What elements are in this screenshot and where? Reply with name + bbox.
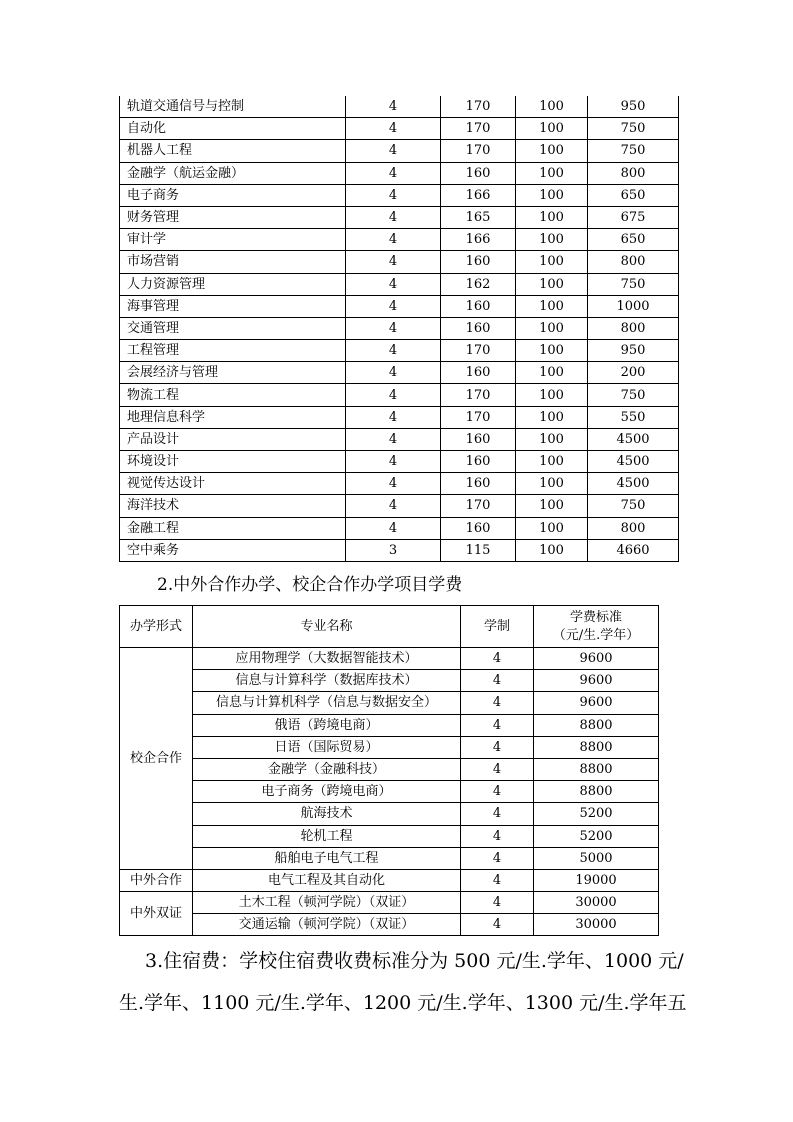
fee-cell: 650 xyxy=(588,229,679,251)
paragraph-accommodation-line1: 3.住宿费：学校住宿费收费标准分为 500 元/生.学年、1000 元/ xyxy=(145,950,684,972)
credits-cell: 160 xyxy=(441,251,516,273)
table-row xyxy=(120,892,659,914)
value-cell: 100 xyxy=(516,317,588,339)
value-cell: 100 xyxy=(516,362,588,384)
credits-cell: 166 xyxy=(441,184,516,206)
years-cell: 4 xyxy=(346,273,441,295)
fee-cell: 800 xyxy=(588,517,679,539)
major-name-cell: 环境设计 xyxy=(120,451,346,473)
years-cell: 3 xyxy=(346,539,441,561)
fee-cell: 750 xyxy=(588,273,679,295)
table-row xyxy=(120,670,659,692)
value-cell: 100 xyxy=(516,295,588,317)
major-name-cell: 航海技术 xyxy=(193,803,461,825)
table-header-row xyxy=(120,606,659,648)
major-name-cell: 交通管理 xyxy=(120,317,346,339)
major-name-cell: 财务管理 xyxy=(120,206,346,228)
credits-cell: 115 xyxy=(441,539,516,561)
credits-cell: 170 xyxy=(441,384,516,406)
value-cell: 100 xyxy=(516,162,588,184)
header-fee xyxy=(534,606,659,648)
table-row xyxy=(120,384,679,406)
credits-cell: 160 xyxy=(441,451,516,473)
years-cell: 4 xyxy=(346,140,441,162)
fee-cell: 1000 xyxy=(588,295,679,317)
fee-cell: 4660 xyxy=(588,539,679,561)
years-cell: 4 xyxy=(346,295,441,317)
major-name-cell: 船舶电子电气工程 xyxy=(193,847,461,869)
years-cell: 4 xyxy=(461,692,534,714)
header-fee-line2: （元/生.学年） xyxy=(552,627,640,643)
major-name-cell: 土木工程（顿河学院）（双证） xyxy=(193,892,461,914)
major-name-cell: 金融学（金融科技） xyxy=(193,758,461,780)
major-name-cell: 应用物理学（大数据智能技术） xyxy=(193,648,461,670)
value-cell: 100 xyxy=(516,184,588,206)
major-name-cell: 海洋技术 xyxy=(120,495,346,517)
major-name-cell: 自动化 xyxy=(120,118,346,140)
table-row xyxy=(120,495,679,517)
table-row xyxy=(120,714,659,736)
years-cell: 4 xyxy=(346,340,441,362)
years-cell: 4 xyxy=(346,317,441,339)
major-name-cell: 机器人工程 xyxy=(120,140,346,162)
years-cell: 4 xyxy=(346,118,441,140)
table-row xyxy=(120,273,679,295)
credits-cell: 170 xyxy=(441,495,516,517)
fee-cell: 5000 xyxy=(534,847,659,869)
value-cell: 100 xyxy=(516,473,588,495)
major-name-cell: 轨道交通信号与控制 xyxy=(120,96,346,118)
major-name-cell: 交通运输（顿河学院）（双证） xyxy=(193,914,461,936)
table-row xyxy=(120,229,679,251)
value-cell: 100 xyxy=(516,495,588,517)
value-cell: 100 xyxy=(516,428,588,450)
value-cell: 100 xyxy=(516,229,588,251)
years-cell: 4 xyxy=(346,251,441,273)
fee-cell: 5200 xyxy=(534,803,659,825)
table-row xyxy=(120,251,679,273)
years-cell: 4 xyxy=(461,648,534,670)
years-cell: 4 xyxy=(461,670,534,692)
credits-cell: 160 xyxy=(441,295,516,317)
table-row xyxy=(120,140,679,162)
fee-cell: 5200 xyxy=(534,825,659,847)
table-row xyxy=(120,803,659,825)
major-name-cell: 电子商务 xyxy=(120,184,346,206)
years-cell: 4 xyxy=(346,162,441,184)
table-row xyxy=(120,340,679,362)
fee-cell: 8800 xyxy=(534,736,659,758)
fee-cell: 19000 xyxy=(534,869,659,891)
fee-cell: 8800 xyxy=(534,781,659,803)
value-cell: 100 xyxy=(516,406,588,428)
major-name-cell: 空中乘务 xyxy=(120,539,346,561)
table-row xyxy=(120,517,679,539)
fee-cell: 950 xyxy=(588,340,679,362)
major-name-cell: 会展经济与管理 xyxy=(120,362,346,384)
value-cell: 100 xyxy=(516,273,588,295)
major-name-cell: 物流工程 xyxy=(120,384,346,406)
paragraph-accommodation-line2: 生.学年、1100 元/生.学年、1200 元/生.学年、1300 元/生.学年五 xyxy=(119,992,687,1014)
credits-cell: 170 xyxy=(441,96,516,118)
major-name-cell: 金融工程 xyxy=(120,517,346,539)
value-cell: 100 xyxy=(516,140,588,162)
table-row xyxy=(120,473,679,495)
years-cell: 4 xyxy=(346,206,441,228)
major-name-cell: 信息与计算机科学（信息与数据安全） xyxy=(193,692,461,714)
major-name-cell: 视觉传达设计 xyxy=(120,473,346,495)
fee-cell: 200 xyxy=(588,362,679,384)
table-row xyxy=(120,825,659,847)
header-fee-line1: 学费标准 xyxy=(569,609,622,625)
years-cell: 4 xyxy=(346,96,441,118)
table-row xyxy=(120,206,679,228)
value-cell: 100 xyxy=(516,539,588,561)
cooperation-fee-table xyxy=(119,605,659,936)
value-cell: 100 xyxy=(516,384,588,406)
fee-cell: 750 xyxy=(588,140,679,162)
fee-cell: 550 xyxy=(588,406,679,428)
fee-cell: 4500 xyxy=(588,473,679,495)
major-name-cell: 俄语（跨境电商） xyxy=(193,714,461,736)
fee-cell: 8800 xyxy=(534,714,659,736)
major-name-cell: 电气工程及其自动化 xyxy=(193,869,461,891)
fee-cell: 750 xyxy=(588,118,679,140)
fee-cell: 750 xyxy=(588,495,679,517)
fee-cell: 650 xyxy=(588,184,679,206)
header-years: 学制 xyxy=(461,606,534,648)
major-name-cell: 市场营销 xyxy=(120,251,346,273)
value-cell: 100 xyxy=(516,96,588,118)
table-row xyxy=(120,362,679,384)
table-row xyxy=(120,847,659,869)
section-heading-2: 2.中外合作办学、校企合作办学项目学费 xyxy=(157,575,463,595)
table-row xyxy=(120,692,659,714)
years-cell: 4 xyxy=(346,184,441,206)
fee-cell: 30000 xyxy=(534,914,659,936)
fee-cell: 30000 xyxy=(534,892,659,914)
years-cell: 4 xyxy=(461,825,534,847)
major-name-cell: 轮机工程 xyxy=(193,825,461,847)
fee-cell: 9600 xyxy=(534,648,659,670)
table-row xyxy=(120,184,679,206)
header-major: 专业名称 xyxy=(193,606,461,648)
credits-cell: 160 xyxy=(441,428,516,450)
table-row xyxy=(120,648,659,670)
major-name-cell: 电子商务（跨境电商） xyxy=(193,781,461,803)
table-row xyxy=(120,914,659,936)
years-cell: 4 xyxy=(346,229,441,251)
credits-cell: 170 xyxy=(441,140,516,162)
table-row xyxy=(120,869,659,891)
credits-cell: 160 xyxy=(441,473,516,495)
years-cell: 4 xyxy=(461,714,534,736)
credits-cell: 160 xyxy=(441,517,516,539)
credits-cell: 160 xyxy=(441,317,516,339)
major-name-cell: 金融学（航运金融） xyxy=(120,162,346,184)
years-cell: 4 xyxy=(461,758,534,780)
value-cell: 100 xyxy=(516,251,588,273)
credits-cell: 170 xyxy=(441,406,516,428)
years-cell: 4 xyxy=(461,736,534,758)
years-cell: 4 xyxy=(461,869,534,891)
fee-cell: 950 xyxy=(588,96,679,118)
major-name-cell: 产品设计 xyxy=(120,428,346,450)
major-name-cell: 信息与计算科学（数据库技术） xyxy=(193,670,461,692)
table-row xyxy=(120,406,679,428)
table-row xyxy=(120,295,679,317)
years-cell: 4 xyxy=(346,406,441,428)
value-cell: 100 xyxy=(516,118,588,140)
table-row xyxy=(120,539,679,561)
fee-cell: 4500 xyxy=(588,428,679,450)
major-name-cell: 地理信息科学 xyxy=(120,406,346,428)
fee-cell: 8800 xyxy=(534,758,659,780)
table-row xyxy=(120,317,679,339)
table-row xyxy=(120,428,679,450)
value-cell: 100 xyxy=(516,517,588,539)
years-cell: 4 xyxy=(461,781,534,803)
fee-cell: 9600 xyxy=(534,692,659,714)
major-name-cell: 审计学 xyxy=(120,229,346,251)
major-name-cell: 人力资源管理 xyxy=(120,273,346,295)
credits-cell: 166 xyxy=(441,229,516,251)
credits-cell: 162 xyxy=(441,273,516,295)
value-cell: 100 xyxy=(516,451,588,473)
table-row xyxy=(120,118,679,140)
form-cell: 校企合作 xyxy=(120,648,193,870)
years-cell: 4 xyxy=(346,473,441,495)
years-cell: 4 xyxy=(346,495,441,517)
value-cell: 100 xyxy=(516,206,588,228)
table-row xyxy=(120,162,679,184)
major-name-cell: 海事管理 xyxy=(120,295,346,317)
table-row xyxy=(120,451,679,473)
form-cell: 中外双证 xyxy=(120,892,193,936)
fee-cell: 675 xyxy=(588,206,679,228)
table-row xyxy=(120,96,679,118)
fee-cell: 750 xyxy=(588,384,679,406)
credits-cell: 160 xyxy=(441,362,516,384)
years-cell: 4 xyxy=(346,428,441,450)
fee-cell: 9600 xyxy=(534,670,659,692)
credits-cell: 170 xyxy=(441,118,516,140)
major-name-cell: 日语（国际贸易） xyxy=(193,736,461,758)
credits-cell: 160 xyxy=(441,162,516,184)
header-form: 办学形式 xyxy=(120,606,193,648)
years-cell: 4 xyxy=(346,384,441,406)
form-cell: 中外合作 xyxy=(120,869,193,891)
years-cell: 4 xyxy=(346,517,441,539)
major-name-cell: 工程管理 xyxy=(120,340,346,362)
years-cell: 4 xyxy=(461,803,534,825)
years-cell: 4 xyxy=(346,362,441,384)
years-cell: 4 xyxy=(461,847,534,869)
table-row xyxy=(120,781,659,803)
fee-cell: 800 xyxy=(588,317,679,339)
fee-cell: 800 xyxy=(588,251,679,273)
fee-cell: 800 xyxy=(588,162,679,184)
years-cell: 4 xyxy=(461,892,534,914)
fee-cell: 4500 xyxy=(588,451,679,473)
years-cell: 4 xyxy=(461,914,534,936)
credits-cell: 170 xyxy=(441,340,516,362)
table-row xyxy=(120,736,659,758)
years-cell: 4 xyxy=(346,451,441,473)
table-row xyxy=(120,758,659,780)
value-cell: 100 xyxy=(516,340,588,362)
fee-table-continued xyxy=(119,96,679,562)
credits-cell: 165 xyxy=(441,206,516,228)
